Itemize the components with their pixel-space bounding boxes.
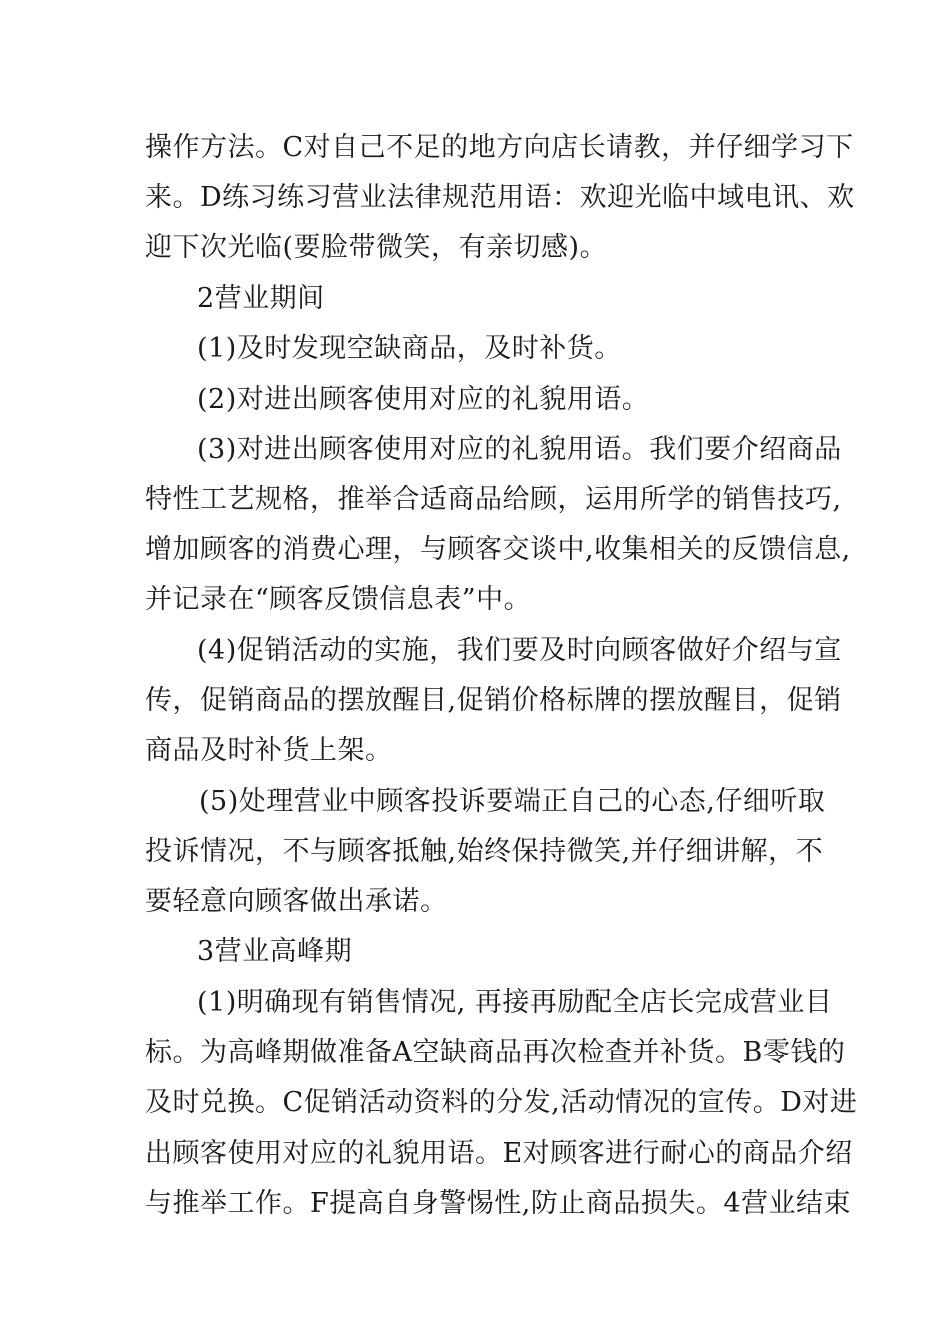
text-line: 特性工艺规格，推举合适商品给顾，运用所学的销售技巧, [145,484,842,515]
text-line: 操作方法。C对自己不足的地方向店长请教，并仔细学习下 [145,132,854,163]
text-line: (5)处理营业中顾客投诉要端正自己的心态,仔细听取 [199,786,826,817]
text-line: 要轻意向顾客做出承诺。 [145,886,448,917]
text-line: (3)对进出顾客使用对应的礼貌用语。我们要介绍商品 [197,434,842,465]
text-line: 商品及时补货上架。 [145,735,393,766]
text-line: 投诉情况，不与顾客抵触,始终保持微笑,并仔细讲解，不 [145,836,824,867]
section-heading: 3营业高峰期 [197,936,353,967]
text-line: (1)及时发现空缺商品，及时补货。 [197,333,622,364]
text-line: 与推举工作。F提高自身警惕性,防止商品损失。4营业结束 [145,1188,851,1219]
section-heading: 2营业期间 [197,283,325,314]
text-line: 迎下次光临(要脸带微笑，有亲切感)。 [145,232,608,263]
text-line: 传，促销商品的摆放醒目,促销价格标牌的摆放醒目，促销 [145,685,842,716]
text-line: 增加顾客的消费心理，与顾客交谈中,收集相关的反馈信息, [145,534,851,565]
text-line: (2)对进出顾客使用对应的礼貌用语。 [197,384,650,415]
text-line: 来。D练习练习营业法律规范用语：欢迎光临中域电讯、欢 [145,182,855,213]
text-line: (1)明确现有销售情况, 再接再励配全店长完成营业目 [197,987,833,1018]
text-line: 及时兑换。C促销活动资料的分发,活动情况的宣传。D对进 [145,1087,858,1118]
text-line: 并记录在“顾客反馈信息表”中。 [145,584,532,615]
text-line: 出顾客使用对应的礼貌用语。E对顾客进行耐心的商品介绍 [145,1138,853,1169]
text-line: 标。为高峰期做准备A空缺商品再次检查并补货。B零钱的 [145,1037,846,1068]
text-line: (4)促销活动的实施，我们要及时向顾客做好介绍与宣 [197,635,842,666]
